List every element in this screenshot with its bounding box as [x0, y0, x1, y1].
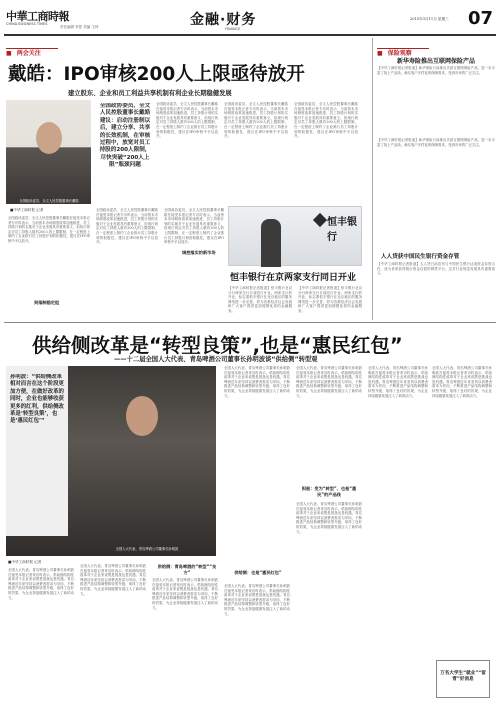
right-tag-icon: ■ — [377, 50, 383, 57]
section-divider — [4, 322, 496, 323]
bank-photo — [228, 206, 362, 266]
mid-body-col2: 【中华工商时报记者报道】恒丰银行北京分行两家支行日前同日开业。两家支行的开业，标志着恒丰银行在北京地区的服务网络进一步完善，将为首都经济社会发展和广大客户提供更加便捷优质的金融服务。 — [298, 286, 362, 313]
section-tag — [6, 40, 58, 57]
right-headline-1: 新华寿险推出互联网保险产品 — [397, 58, 476, 65]
right-section-tag — [377, 40, 429, 57]
page-number: 07 — [468, 8, 494, 29]
masthead-rule — [4, 34, 496, 36]
section-tag-label: 两会关注 — [16, 50, 41, 57]
bottom-subhead: ——十二届全国人大代表、青岛啤酒公司董事长孙明波谈“供给侧”转型观 — [114, 356, 318, 363]
portrait-head-2 — [126, 396, 158, 436]
bottom-body-col6: 全国人大代表、青岛啤酒公司董事长孙明波在接受本报记者采访时表示，供给侧结构性改革对于企业来说既是挑战也是机遇。青岛啤酒近年来坚持以消费者需求为导向，不断推进产品结构调整和转型升级，取得了良好的效果，为企业持续健康发展注入了新的动力。 — [296, 366, 362, 398]
left-body-col3: 全国政协委员、全文人民控股董事长戴皓在接受本报记者专访时表示，当前资本市场制度改革加速推进，员工持股计划的实施对于企业发展具有重要意义，但现行规定对员工持股人数有200人的上限限制，在一定程度上制约了企业推行员工持股计划的积极性，建议在IPO审核中予以放开。 — [294, 102, 358, 139]
tag-icon: ■ — [6, 50, 12, 57]
bottom-body-col5: 全国人大代表、青岛啤酒公司董事长孙明波在接受本报记者采访时表示，供给侧结构性改革对于企业来说既是挑战也是机遇。青岛啤酒近年来坚持以消费者需求为导向，不断推进产品结构调整和转型升级，取得了良好的效果，为企业持续健康发展注入了新的动力。 — [224, 584, 290, 616]
bottom-body-col1: 全国人大代表、青岛啤酒公司董事长孙明波在接受本报记者采访时表示，供给侧结构性改革对于企业来说既是挑战也是机遇。青岛啤酒近年来坚持以消费者需求为导向，不断推进产品结构调整和转型升级，取得了良好的效果，为企业持续健康发展注入了新的动力。 — [8, 568, 74, 600]
portrait-head — [36, 122, 62, 154]
mid-story — [228, 206, 362, 318]
bottom-body-col8: 全国人大代表、青岛啤酒公司董事长孙明波在接受本报记者采访时表示，供给侧结构性改革对于企业来说既是挑战也是机遇。青岛啤酒近年来坚持以消费者需求为导向，不断推进产品结构调整和转型升级，取得了良好的效果，为企业持续健康发展注入了新的动力。 — [368, 366, 428, 398]
bottom-body-col9: 全国人大代表、青岛啤酒公司董事长孙明波在接受本报记者采访时表示，供给侧结构性改革对于企业来说既是挑战也是机遇。青岛啤酒近年来坚持以消费者需求为导向，不断推进产品结构调整和转型升级，取得了良好的效果，为企业持续健康发展注入了新的动力。 — [432, 366, 492, 398]
right-column — [372, 38, 496, 320]
paper-subtitle: CHINA BUSINESS TIMES — [6, 22, 48, 26]
bottom-side-box: 万名大学生“就业”“留青”好消息 — [436, 660, 490, 698]
bottom-subheading-2: 供给侧：也是“惠民红包” — [234, 570, 282, 575]
mid-body-col1: 【中华工商时报记者报道】恒丰银行北京分行两家支行日前同日开业。两家支行的开业，标志着恒丰银行在北京地区的服务网络进一步完善，将为首都经济社会发展和广大客户提供更加便捷优质的金融服务。 — [228, 286, 292, 313]
portrait-caption-2: 全国人大代表、青岛啤酒公司董事长孙明波 — [115, 547, 179, 551]
left-subheading-1: 到落制稳定组 — [34, 300, 60, 305]
mid-headline: 恒丰银行在京两家支行同日开业 — [230, 273, 357, 283]
bottom-subheading-1: 供给侧：青岛啤酒的“转型”“良方” — [157, 564, 217, 575]
portrait-caption: 全国政协委员、全文人民控股董事长戴皓 — [19, 199, 79, 203]
right-headline-2: 人人贷获中国民生银行资金存管 — [381, 254, 460, 260]
left-body-col5: 全国政协委员、全文人民控股董事长戴皓在接受本报记者专访时表示，当前资本市场制度改革加速推进，员工持股计划的实施对于企业发展具有重要意义，但现行规定对员工持股人数有200人的上限限制，在一定程度上制约了企业推行员工持股计划的积极性，建议在IPO审核中予以放开。 — [96, 208, 158, 245]
bottom-body-col3: 全国人大代表、青岛啤酒公司董事长孙明波在接受本报记者采访时表示，供给侧结构性改革对于企业来说既是挑战也是机遇。青岛啤酒近年来坚持以消费者需求为导向，不断推进产品结构调整和转型升级，取得了良好的效果，为企业持续健康发展注入了新的动力。 — [152, 578, 218, 610]
bank-speaker — [261, 219, 281, 267]
left-body-col4: 全国政协委员、全文人民控股董事长戴皓在接受本报记者专访时表示，当前资本市场制度改革加速推进，员工持股计划的实施对于企业发展具有重要意义，但现行规定对员工持股人数有200人的上限限制，在一定程度上制约了企业推行员工持股计划的积极性，建议在IPO审核中予以放开。 — [8, 216, 90, 243]
date-line: 2015年3月11日 星期三 — [410, 17, 449, 21]
right-section-tag-label: 保险观察 — [387, 50, 412, 57]
bottom-story — [6, 326, 496, 706]
right-body-2: 【中华工商时报记者报道】人人贷日前宣布与中国民生银行达成资金存管合作，成为首家获得银行资金存管的网贷平台，这对行业规范发展具有重要意义。 — [377, 262, 495, 276]
bottom-subheading-3: 积极：变为“转型”、也是“惠民”的产品线 — [301, 486, 357, 497]
paper-name: 中華工商時報 — [6, 10, 69, 23]
right-body-1a: 【中华工商时报记者报道】新华保险日前推出多款互联网保险产品，进一步丰富了线上产品线，满足客户多样化的保障需求，受到市场的广泛关注。 — [377, 66, 495, 75]
left-body-col1: 全国政协委员、全文人民控股董事长戴皓在接受本报记者专访时表示，当前资本市场制度改革加速推进，员工持股计划的实施对于企业发展具有重要意义，但现行规定对员工持股人数有200人的上限限制，在一定程度上制约了企业推行员工持股计划的积极性，建议在IPO审核中予以放开。 — [156, 102, 218, 139]
left-subhead: 建立股东、企业和员工利益共享机制有利企业长期稳健发展 — [68, 90, 232, 97]
left-body-col6: 全国政协委员、全文人民控股董事长戴皓在接受本报记者专访时表示，当前资本市场制度改革加速推进，员工持股计划的实施对于企业发展具有重要意义，但现行规定对员工持股人数有200人的上限限制，在一定程度上制约了企业推行员工持股计划的积极性，建议在IPO审核中予以放开。 — [164, 208, 224, 245]
masthead — [0, 0, 500, 36]
bottom-body-col2: 全国人大代表、青岛啤酒公司董事长孙明波在接受本报记者采访时表示，供给侧结构性改革对于企业来说既是挑战也是机遇。青岛啤酒近年来坚持以消费者需求为导向，不断推进产品结构调整和转型升级，取得了良好的效果，为企业持续健康发展注入了新的动力。 — [80, 564, 146, 596]
section-en: FINANCE — [225, 27, 241, 31]
portrait-photo-2 — [6, 366, 216, 556]
editor-line: 责任编辑 李思 美编 王帅 — [60, 25, 99, 29]
left-body-col2: 全国政协委员、全文人民控股董事长戴皓在接受本报记者专访时表示，当前资本市场制度改革加速推进，员工持股计划的实施对于企业发展具有重要意义，但现行规定对员工持股人数有200人的上限限制，在一定程度上制约了企业推行员工持股计划的积极性，建议在IPO审核中予以放开。 — [224, 102, 288, 139]
bottom-body-col7: 全国人大代表、青岛啤酒公司董事长孙明波在接受本报记者采访时表示，供给侧结构性改革对于企业来说既是挑战也是机遇。青岛啤酒近年来坚持以消费者需求为导向，不断推进产品结构调整和转型升级，取得了良好的效果，为企业持续健康发展注入了新的动力。 — [296, 502, 362, 534]
bottom-pull-quote: 孙明波：“供给侧改革相对而言在这个阶段更加方便，在做好改革的同时，企业也能够收获更多的红利，供给侧改革是‘转型良策’，也是‘惠民红包’” — [10, 374, 64, 425]
right-body-1b: 【中华工商时报记者报道】新华保险日前推出多款互联网保险产品，进一步丰富了线上产品线，满足客户多样化的保障需求，受到市场的广泛关注。 — [377, 138, 495, 147]
left-byline: ■中华工商时报 记者 — [10, 208, 44, 212]
section-title: 金融·财务 — [190, 12, 257, 28]
portrait-photo — [6, 100, 91, 204]
bottom-body-col4: 全国人大代表、青岛啤酒公司董事长孙明波在接受本报记者采访时表示，供给侧结构性改革对于企业来说既是挑战也是机遇。青岛啤酒近年来坚持以消费者需求为导向，不断推进产品结构调整和转型升级，取得了良好的效果，为企业持续健康发展注入了新的动力。 — [224, 366, 290, 398]
left-headline: 戴皓：IPO审核200人上限亟待放开 — [8, 64, 305, 85]
bottom-byline: ■中华工商时报 记者 — [8, 560, 42, 564]
bottom-headline: 供给侧改革是“转型良策”,也是“惠民红包” — [32, 334, 403, 357]
bank-logo-icon — [313, 213, 327, 227]
bank-photo-banner: 恒丰银行 — [327, 217, 357, 243]
left-subheading-2: 调控落实的新市场 — [182, 250, 216, 255]
left-pull-quote: 全国政协委员、全文人民控股董事长戴皓建议：启动注册制以后，建立分享、共享的长效机制，在审核过程中，放宽对员工持股的200人限制，尽快突破“200人上限”瓶颈问题 — [99, 103, 151, 169]
